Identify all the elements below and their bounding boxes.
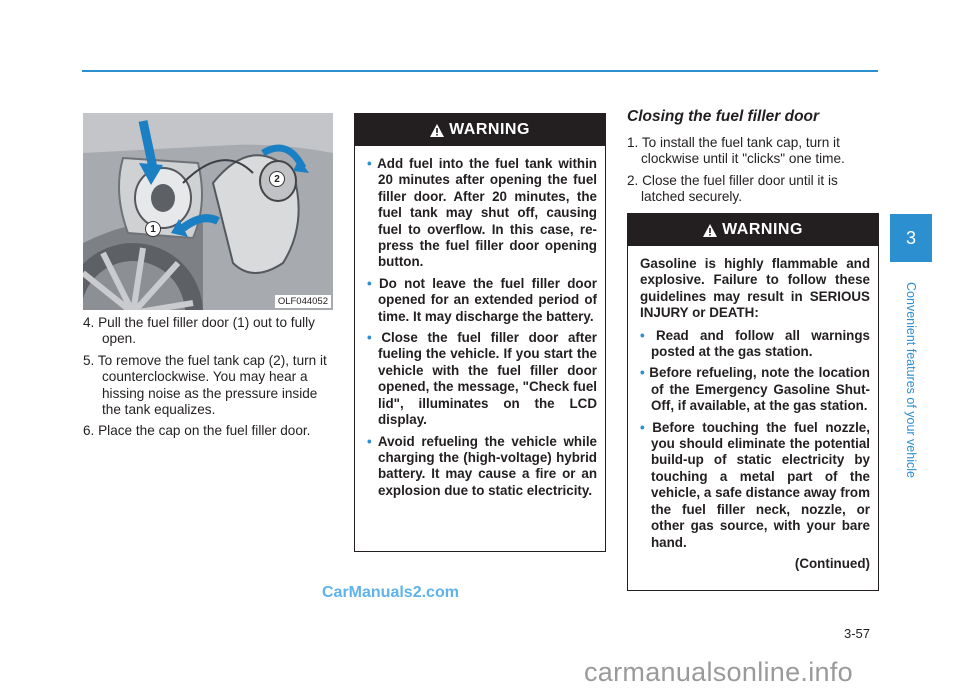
warning-bullet xyxy=(640,328,870,361)
warning-body xyxy=(355,146,605,510)
warning-triangle-icon xyxy=(430,124,444,137)
warning-bullet xyxy=(640,420,870,551)
bullet-dot: • xyxy=(367,433,372,449)
callout-2: 2 xyxy=(269,171,285,187)
watermark-footer: carmanualsonline.info xyxy=(584,657,853,687)
bullet-dot: • xyxy=(640,327,645,343)
top-rule xyxy=(82,70,878,72)
warning-bullet-text: Do not leave the fuel filler door opened for an extended period of time. It may discharge the battery. xyxy=(378,275,597,324)
bullet-dot: • xyxy=(640,365,645,381)
figure-caption: OLF044052 xyxy=(275,295,331,308)
step-6: 6. Place the cap on the fuel filler door. xyxy=(83,423,311,439)
watermark-link[interactable]: CarManuals2.com xyxy=(322,584,459,601)
warning-bullet xyxy=(367,330,597,428)
closing-step-2: 2. Close the fuel filler door until it is latched securely. xyxy=(627,172,838,205)
warning-bullet-text: Read and follow all warnings posted at the gas station. xyxy=(651,327,870,360)
bullet-dot: • xyxy=(367,156,372,171)
chapter-tab-number: 3 xyxy=(890,214,932,262)
fuel-door-illustration xyxy=(83,113,333,310)
warning-bullet xyxy=(367,434,597,500)
callout-1: 1 xyxy=(145,221,161,237)
warning-title: WARNING xyxy=(722,221,803,238)
warning-bullet-text: Before refueling, note the location of the Emergency Gasoline Shut-Off, if available, at the gas station. xyxy=(649,365,870,414)
closing-section xyxy=(627,108,879,211)
chapter-tab-title: Convenient features of your vehicle xyxy=(904,282,918,478)
page-number: 3-57 xyxy=(844,626,871,641)
warning-title: WARNING xyxy=(449,121,530,138)
warning-bullet xyxy=(367,276,597,325)
closing-step-1: 1. To install the fuel tank cap, turn it clockwise until it "clicks" one time. xyxy=(627,135,845,167)
warning-header xyxy=(355,114,605,146)
warning-bullet-text: Avoid refueling the vehicle while charging the (high-voltage) hybrid battery. It may cause a fire or an explosion due to static electricity. xyxy=(377,433,597,498)
step-5: 5. To remove the fuel tank cap (2), turn it counterclockwise. You may hear a hissing noise as the pressure inside the tank equalizes. xyxy=(83,352,327,418)
warning-box-gasoline xyxy=(627,213,879,591)
warning-triangle-icon xyxy=(703,224,717,237)
continued-label: (Continued) xyxy=(794,555,870,571)
bullet-dot: • xyxy=(367,330,372,346)
warning-intro: Gasoline is highly flammable and explosive. Failure to follow these guidelines may result in SERIOUS INJURY or DEATH: xyxy=(640,256,870,321)
section-title: Closing the fuel filler door xyxy=(627,108,820,125)
warning-header xyxy=(628,214,878,246)
warning-bullet xyxy=(640,365,870,414)
fuel-door-drawing xyxy=(83,113,333,310)
warning-bullet-text: Add fuel into the fuel tank within 20 minutes after opening the fuel filler door. After 20 minutes, the fuel tank may shut off, causing fuel to overflow. In this case, re-press the fuel filler door opening button. xyxy=(377,156,597,270)
warning-box-refueling xyxy=(354,113,606,552)
warning-bullet-text: Before touching the fuel nozzle, you should eliminate the potential build-up of static electricity by touching a metal part of the vehicle, a safe distance away from the fuel filler neck, nozzle, or other gas source, with your bare hand. xyxy=(651,419,870,550)
bullet-dot: • xyxy=(367,275,372,291)
warning-body xyxy=(628,246,878,578)
warning-bullet xyxy=(367,156,597,271)
warning-bullet-text: Close the fuel filler door after fueling the vehicle. If you start the vehicle with the fuel filler door opened, the message, "Check fuel lid", illuminates on the LCD display. xyxy=(378,330,597,428)
bullet-dot: • xyxy=(640,419,645,435)
step-4: 4. Pull the fuel filler door (1) out to fully open. xyxy=(83,315,315,347)
left-steps xyxy=(83,315,335,445)
